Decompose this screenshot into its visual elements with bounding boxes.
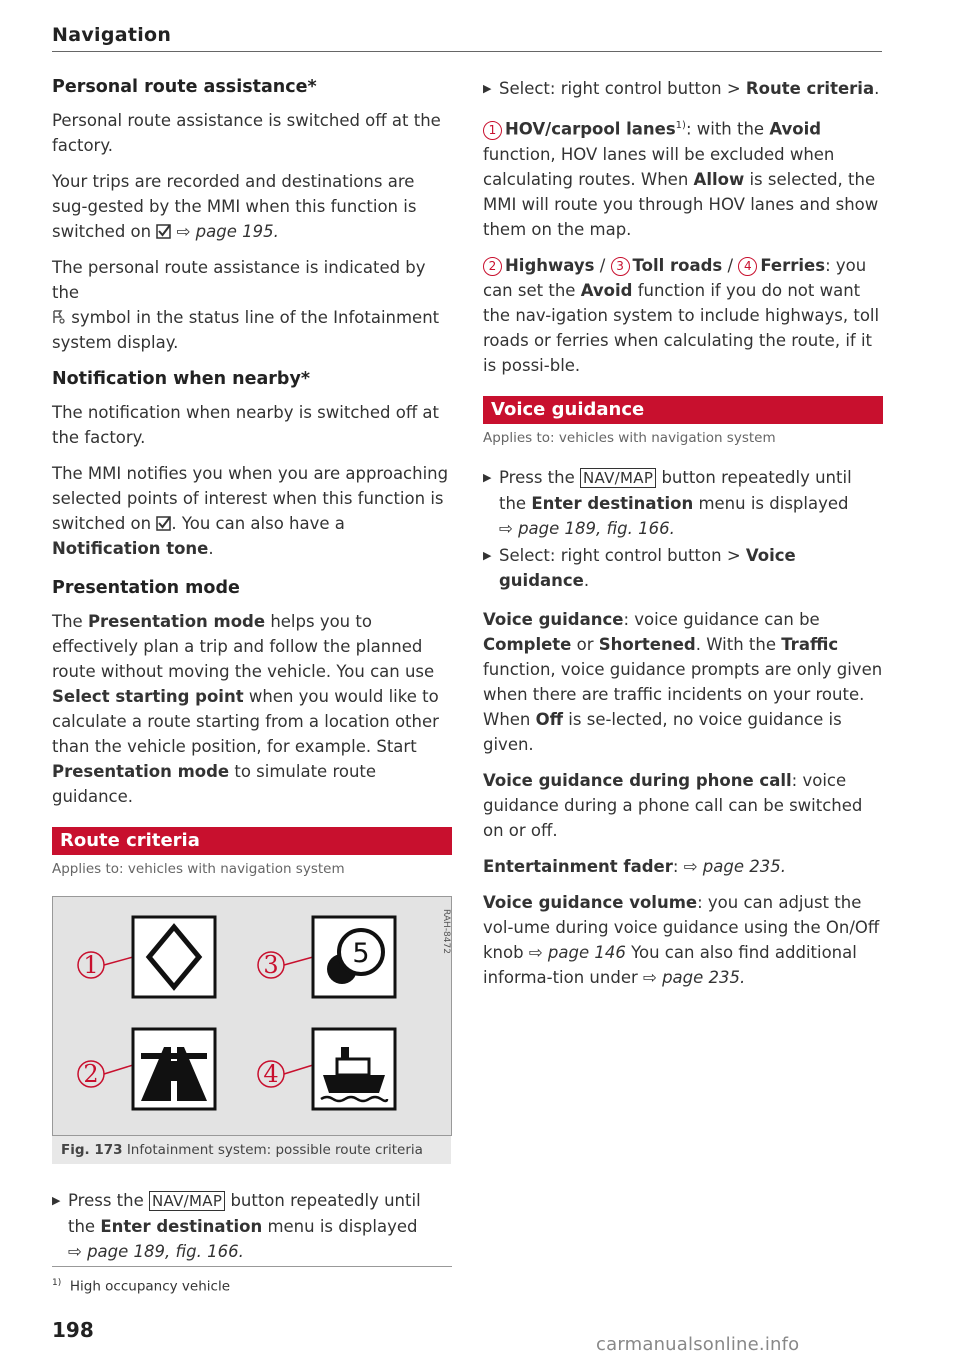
page-ref-link[interactable]: ⇨ page 235. <box>643 967 746 987</box>
term: Enter destination <box>531 493 694 513</box>
para-hov <box>483 113 883 242</box>
text: function, voice guidance prompts are only given when there are traffic incidents on your route. When <box>483 659 883 729</box>
figure-caption <box>52 1136 451 1164</box>
nav-map-key: NAV/MAP <box>149 1191 225 1211</box>
page-ref-link[interactable]: ⇨ page 146 <box>528 942 626 962</box>
para-notif-2: The MMI notifies you when you are approaching selected points of interest when this function is switched on . You can also have a Notification tone. <box>52 464 449 558</box>
text: : with the <box>685 119 765 139</box>
overpass-icon <box>141 1053 207 1059</box>
text: Press the <box>499 467 575 487</box>
callout-line <box>284 1065 313 1074</box>
coin-value: 5 <box>352 938 370 969</box>
term: Toll roads <box>632 255 723 275</box>
para-personal-3 <box>52 255 452 355</box>
footnote-rule <box>52 1266 452 1267</box>
callout-1: 1 <box>483 121 502 140</box>
callout-4: 4 <box>738 257 757 276</box>
term: Shortened <box>598 634 696 654</box>
para-phone-call <box>483 768 883 843</box>
text: : you can set the <box>483 255 867 300</box>
text: The <box>52 612 83 631</box>
text: Select: right control button > <box>499 545 741 565</box>
term: Complete <box>483 634 572 654</box>
ship-funnel-icon <box>341 1047 349 1059</box>
checkbox-checked-icon <box>156 224 171 239</box>
footnote-text: High occupancy vehicle <box>69 1278 231 1295</box>
footnote-mark: 1) <box>675 120 686 131</box>
term: Presentation mode <box>87 612 266 631</box>
figure-code: RAH-8472 <box>441 909 451 954</box>
term: Voice guidance during phone call <box>483 770 792 790</box>
bullet-arrow-icon: ▶ <box>52 1194 61 1207</box>
section-bar-voice-guidance: Voice guidance <box>483 396 883 424</box>
applies-to-note: Applies to: vehicles with navigation system <box>483 429 776 446</box>
term: HOV/carpool lanes <box>505 119 676 139</box>
callout-4: 4 <box>263 1060 279 1088</box>
footnote <box>52 1278 230 1295</box>
text: button repeatedly until the <box>68 1191 421 1236</box>
applies-to-note: Applies to: vehicles with navigation system <box>52 861 345 877</box>
term: Select starting point <box>52 687 244 706</box>
term: Enter destination <box>100 1217 263 1236</box>
text: menu is displayed <box>267 1217 418 1236</box>
text: : voice guidance during a phone call can be switched on or off. <box>483 770 863 840</box>
term-notification-tone: Notification tone <box>52 539 209 558</box>
para-notif-1: The notification when nearby is switched off at the factory. <box>52 403 440 447</box>
para-voice-volume <box>483 890 883 990</box>
text: is selected, the MMI will route you through HOV lanes and show them on the map. <box>483 169 879 239</box>
term: Avoid <box>769 119 822 139</box>
figure-route-criteria <box>52 896 452 1136</box>
callout-3: 3 <box>611 257 630 276</box>
route-criteria-illustration <box>53 897 451 1135</box>
bullet-arrow-icon: ▶ <box>483 470 492 484</box>
section-bar-route-criteria: Route criteria <box>52 827 452 855</box>
page-ref-link[interactable]: ⇨ page 189, fig. 166. <box>499 518 675 538</box>
term: Traffic <box>781 634 839 654</box>
text: when you would like to calculate a route starting from a location other than the vehicle position, for example. Start <box>52 687 439 756</box>
text: Your trips are recorded and destinations are sug-gested by the MMI when this function is switched on <box>52 172 417 241</box>
step-press-navmap <box>52 1188 452 1264</box>
bullet-arrow-icon: ▶ <box>483 548 492 562</box>
text: function, HOV lanes will be excluded when calculating routes. When <box>483 144 835 189</box>
heading-notification-nearby: Notification when nearby* <box>52 369 311 389</box>
term: Allow <box>693 169 745 189</box>
text: menu is displayed <box>698 493 849 513</box>
text: . You can also have a <box>171 514 345 533</box>
term: Entertainment fader <box>483 856 673 876</box>
ship-hull-icon <box>323 1075 385 1093</box>
text: Press the <box>68 1191 144 1210</box>
callout-line <box>104 957 133 965</box>
callout-line <box>104 1065 133 1074</box>
page-ref-link[interactable]: ⇨ page 235. <box>683 856 786 876</box>
text: You can also find additional informa-tion under <box>483 942 857 987</box>
term: Avoid <box>580 280 633 300</box>
callout-1: 1 <box>83 951 99 979</box>
checkbox-checked-icon <box>156 516 171 531</box>
callout-line <box>284 957 313 965</box>
para-voice-guidance <box>483 607 883 757</box>
text: . With the <box>695 634 776 654</box>
para-personal-1: Personal route assistance is switched off at the factory. <box>52 111 441 155</box>
term: Voice guidance <box>483 609 624 629</box>
term: Voice guidance <box>499 545 796 590</box>
page-ref-link[interactable]: ⇨ page 189, fig. 166. <box>68 1242 244 1261</box>
heading-personal-route: Personal route assistance* <box>52 77 317 97</box>
text: function if you do not want the nav-igation system to include highways, toll roads or ferries when calculating the route, if it is possi-ble. <box>483 280 880 375</box>
term: Highways <box>505 255 595 275</box>
term: Voice guidance volume <box>483 892 698 912</box>
text: helps you to effectively plan a trip and follow the planned route without moving the vehicle. You can use <box>52 612 435 681</box>
para-highways: 2 Highways / 3 Toll roads / 4 Ferries: you can set the Avoid function if you do not want the nav-igation system to include highways, toll roads or ferries when calculating the route, if it is possi-ble. <box>483 255 880 375</box>
term: Route criteria <box>745 79 875 98</box>
page-ref-link[interactable]: ⇨ page 195. <box>176 222 279 241</box>
text: button repeatedly until the <box>499 467 852 513</box>
step-select-voice-guidance: ▶ Select: right control button > Voice guidance. <box>483 543 883 593</box>
term: Presentation mode <box>52 762 230 781</box>
para-entertainment-fader: Entertainment fader: ⇨ page 235. <box>483 856 786 876</box>
footnote-mark: 1) <box>52 1278 62 1288</box>
figure-caption-text: Infotainment system: possible route criteria <box>126 1142 423 1158</box>
text: Select: right control button > <box>499 79 741 98</box>
callout-2: 2 <box>483 257 502 276</box>
text: to simulate route guidance. <box>52 762 377 806</box>
nav-map-key: NAV/MAP <box>580 468 656 488</box>
header-rule <box>52 51 882 52</box>
step-press-navmap <box>483 465 883 541</box>
right-column <box>483 76 883 1001</box>
text: or <box>576 634 594 654</box>
watermark: carmanualsonline.info <box>596 1334 800 1355</box>
figure-number: Fig. 173 <box>61 1142 123 1158</box>
callout-3: 3 <box>263 951 279 979</box>
heading-presentation-mode: Presentation mode <box>52 578 240 598</box>
text: is se-lected, no voice guidance is given. <box>483 709 842 754</box>
para-personal-2 <box>52 169 452 244</box>
left-column <box>52 70 452 1266</box>
text: The personal route assistance is indicated by the <box>52 258 426 302</box>
page-number: 198 <box>52 1318 94 1342</box>
page-header-title: Navigation <box>52 24 172 46</box>
callout-2: 2 <box>83 1060 99 1088</box>
term: Ferries <box>760 255 826 275</box>
route-assistance-icon <box>52 310 66 324</box>
para-presentation <box>52 609 452 809</box>
text: The MMI notifies you when you are approaching selected points of interest when this function is switched on <box>52 464 449 533</box>
step-select-route-criteria: ▶ Select: right control button > Route criteria. <box>483 76 883 101</box>
term: Off <box>535 709 564 729</box>
text: symbol in the status line of the Infotainment system display. <box>52 308 440 352</box>
text: : voice guidance can be <box>623 609 820 629</box>
text: : you can adjust the vol-ume during voice guidance using the On/Off knob <box>483 892 880 962</box>
bullet-arrow-icon: ▶ <box>483 82 492 95</box>
